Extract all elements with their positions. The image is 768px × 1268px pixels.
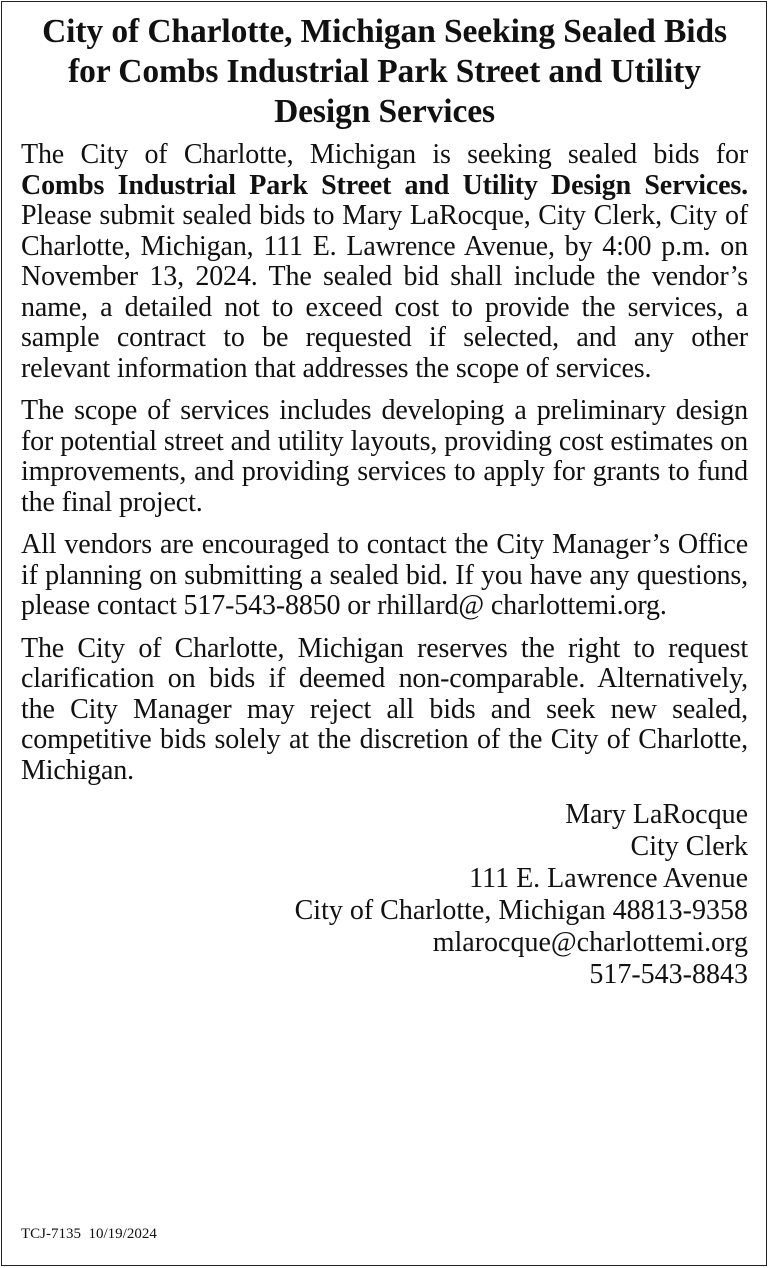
signer-street: 111 E. Lawrence Avenue [469,863,748,894]
publication-date: 10/19/2024 [88,1226,157,1242]
signer-title: City Clerk [630,831,748,862]
paragraph-bid-request-intro: The City of Charlotte, Michigan is seeking sealed bids for [21,139,748,170]
project-name: Combs Industrial Park Street and Utility Design Services. [21,169,748,201]
notice-headline: City of Charlotte, Michigan Seeking Sealed Bids for Combs Industrial Park Street and Utility Design Services [42,13,727,130]
signer-phone: 517-543-8843 [589,959,748,990]
signer-email: mlarocque@charlottemi.org [432,927,748,958]
paragraph-bid-request [21,140,748,384]
legal-notice [1,1,767,1266]
paragraph-bid-request-rest: Please submit sealed bids to Mary LaRocque, City Clerk, City of Charlotte, Michigan, 111 E. Lawrence Avenue, by 4:00 p.m. on November 13, 2024. The sealed bid shall include the vendor’s name, a detailed not to exceed cost to provide the services, a sample contract to be requested if selected, and any other relevant information that addresses the scope of services. [21,200,748,384]
ad-code: TCJ-7135 [21,1226,81,1242]
signer-name: Mary LaRocque [565,799,748,830]
ad-footer [21,1225,157,1243]
paragraph-scope: The scope of services includes developing a preliminary design for potential street and utility layouts, providing cost estimates on improvements, and providing services to apply for grants to fund the final project. [21,395,748,518]
paragraph-contact: All vendors are encouraged to contact the City Manager’s Office if planning on submitting a sealed bid. If you have any questions, please contact 517-543-8850 or rhillard@ charlottemi.org. [21,529,748,621]
signature-block [21,799,748,991]
signer-city-line: City of Charlotte, Michigan 48813-9358 [294,895,748,926]
paragraph-reservation: The City of Charlotte, Michigan reserves the right to request clarification on bids if deemed non-comparable. Alternatively, the City Manager may reject all bids and seek new sealed, competitive bids solely at the discretion of the City of Charlotte, Michigan. [21,632,748,786]
